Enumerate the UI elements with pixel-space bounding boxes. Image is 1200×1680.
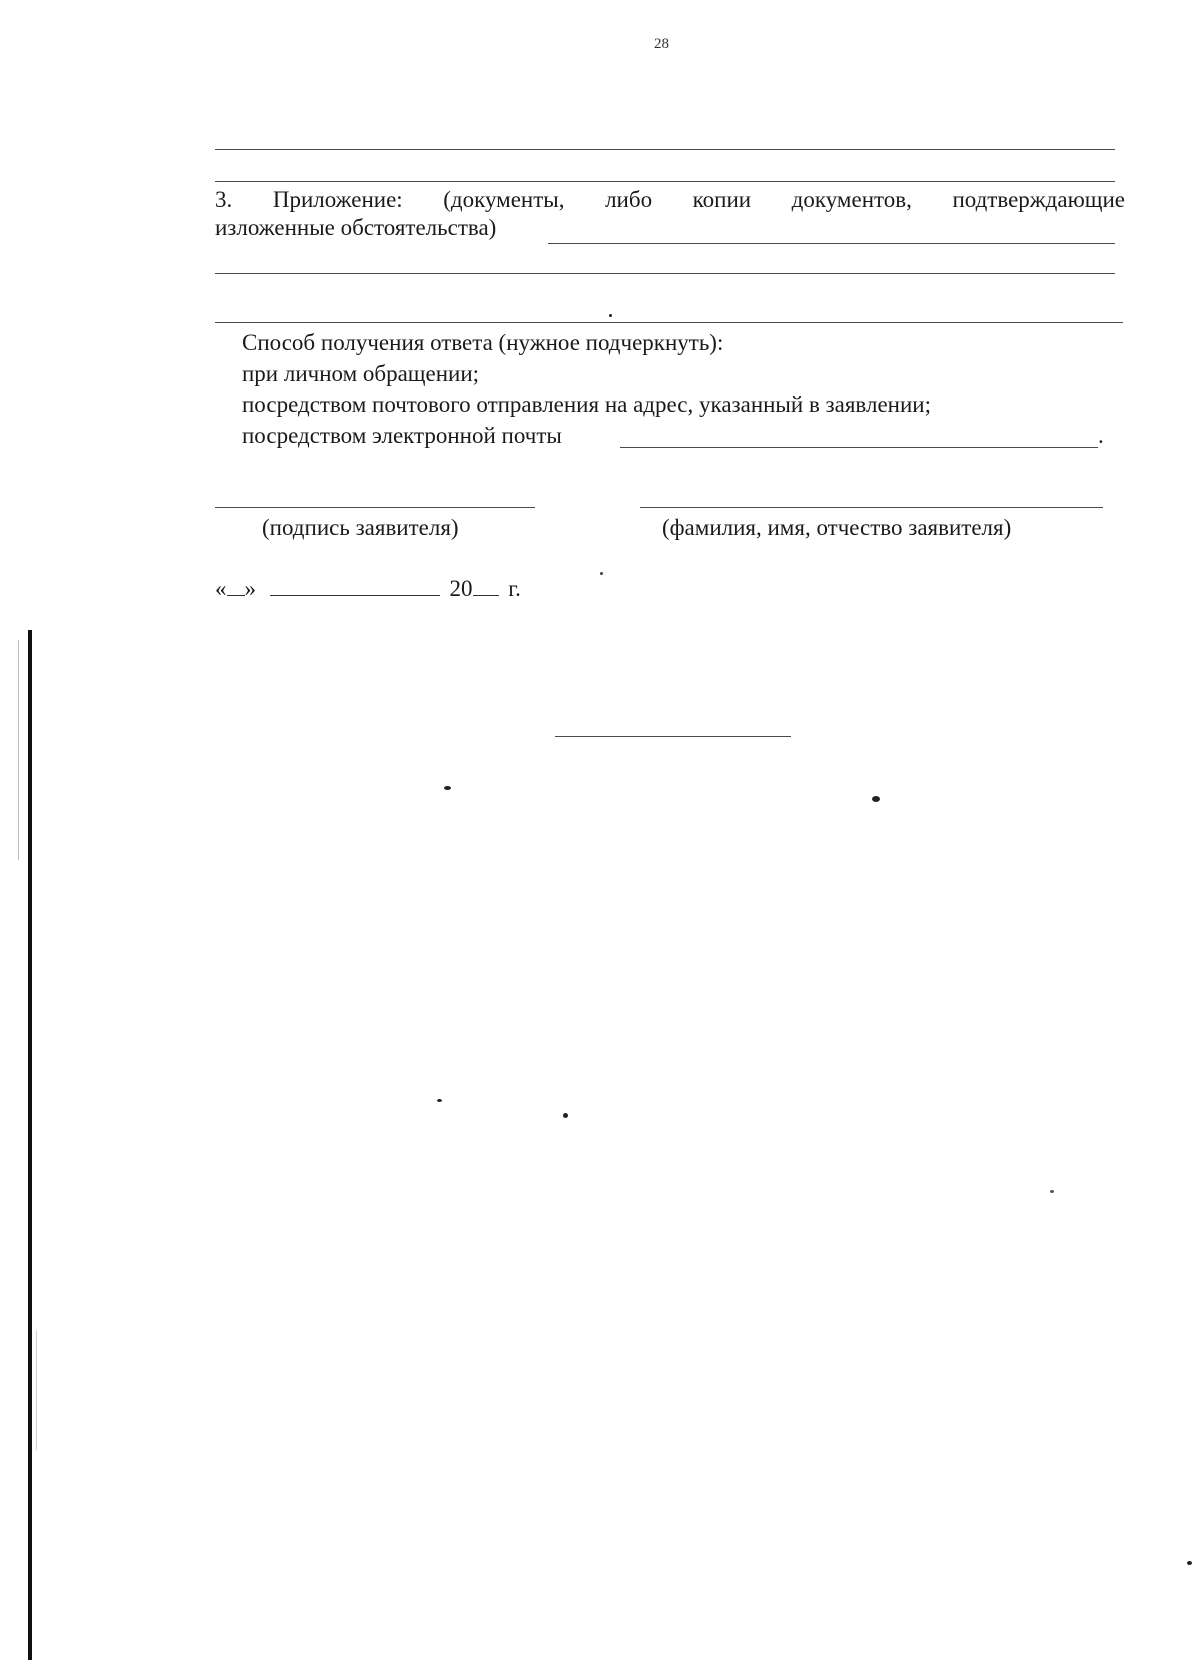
scan-edge-faint-line-lower bbox=[36, 1330, 37, 1450]
scan-speck bbox=[563, 1113, 568, 1118]
blank-line-1 bbox=[215, 149, 1115, 150]
full-name-caption: (фамилия, имя, отчество заявителя) bbox=[662, 515, 1012, 540]
day-fill bbox=[227, 594, 245, 596]
signature-line bbox=[215, 507, 535, 508]
blank-line-4 bbox=[215, 322, 1123, 323]
scan-edge-faint-line bbox=[18, 640, 19, 860]
scan-speck bbox=[1050, 1190, 1054, 1193]
signature-caption: (подпись заявителя) bbox=[262, 515, 459, 540]
scan-speck bbox=[600, 572, 603, 575]
attachment-fill-line bbox=[548, 243, 1115, 244]
end-separator bbox=[555, 736, 791, 737]
date-close-quote: » bbox=[244, 576, 256, 601]
scan-speck bbox=[1187, 1561, 1192, 1565]
scan-edge-shadow bbox=[28, 630, 32, 1660]
email-end-mark: . bbox=[1098, 423, 1104, 448]
page-number: 28 bbox=[654, 36, 669, 52]
response-option-email bbox=[242, 422, 562, 450]
month-fill bbox=[270, 594, 440, 596]
scan-speck bbox=[872, 796, 880, 802]
response-option-mail: посредством почтового отправления на адрес, указанный в заявлении; bbox=[242, 392, 931, 417]
year-prefix: 20 bbox=[449, 576, 473, 601]
response-option-email-label: посредством электронной почты bbox=[242, 423, 562, 448]
full-name-line bbox=[640, 507, 1103, 508]
scan-speck bbox=[437, 1099, 442, 1102]
response-method-heading: Способ получения ответа (нужное подчеркнуть): bbox=[242, 330, 724, 355]
attachment-line-2 bbox=[215, 214, 496, 242]
blank-line-3 bbox=[215, 273, 1115, 274]
attachment-line-1: 3. Приложение: (документы, либо копии документов, подтверждающие bbox=[215, 187, 1125, 212]
year-suffix: г. bbox=[508, 576, 521, 601]
scan-speck bbox=[609, 314, 612, 317]
date-open-quote: « bbox=[215, 576, 227, 601]
response-option-personal: при личном обращении; bbox=[242, 361, 480, 386]
attachment-line-2-text: изложенные обстоятельства) bbox=[215, 215, 497, 240]
year-fill bbox=[473, 594, 499, 596]
email-fill-line bbox=[620, 447, 1098, 448]
date-line bbox=[215, 575, 521, 603]
scan-speck bbox=[444, 786, 451, 790]
blank-line-2 bbox=[215, 181, 1115, 182]
